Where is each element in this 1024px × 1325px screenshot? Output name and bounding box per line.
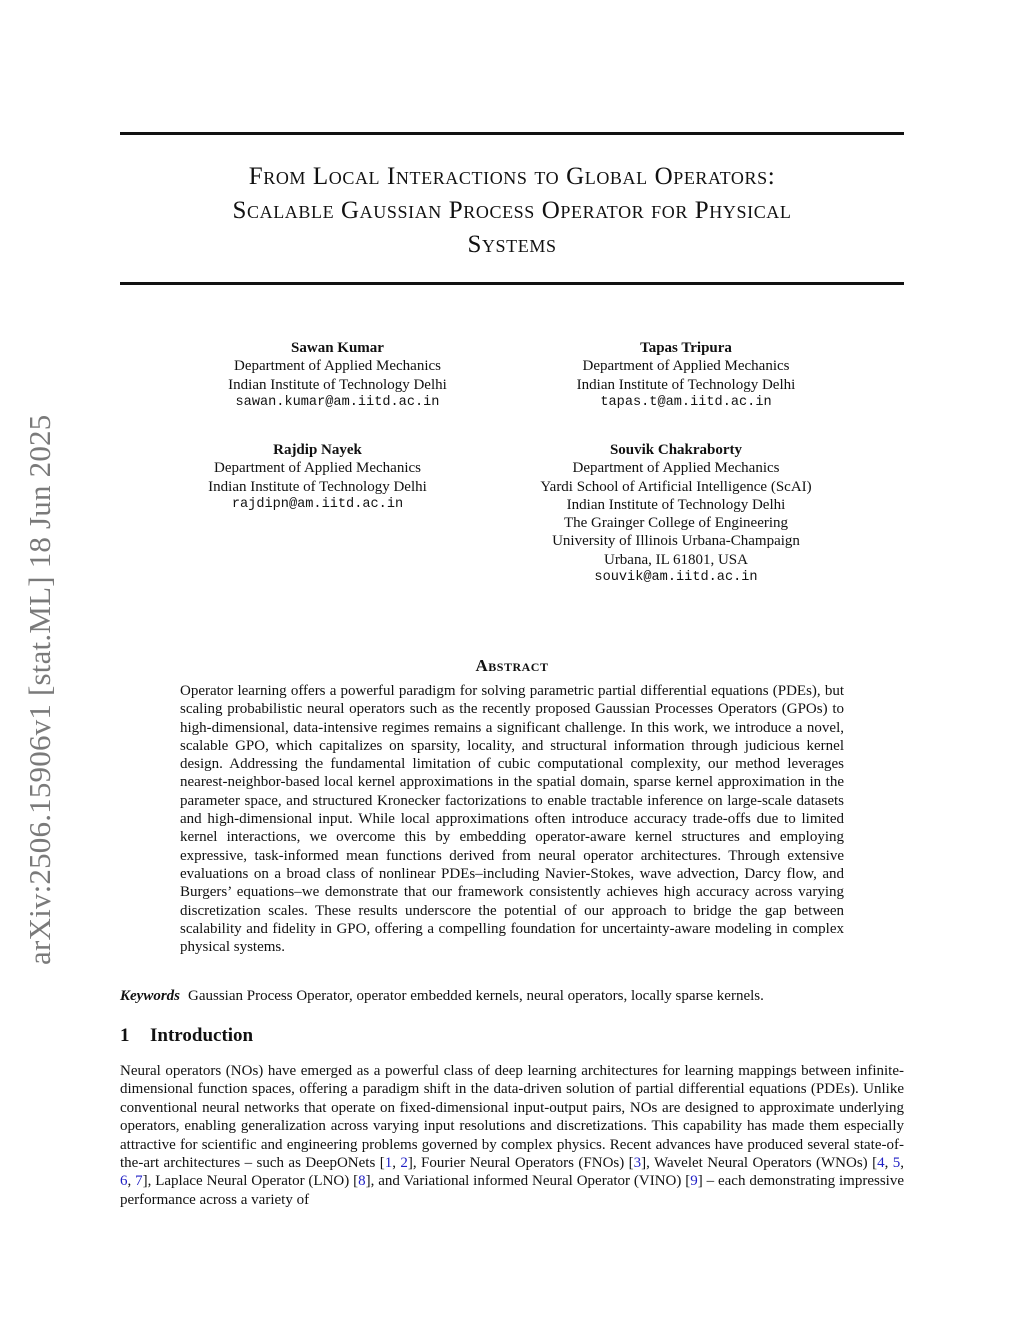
citation-link[interactable]: 8 <box>358 1173 366 1190</box>
citation-link[interactable]: 7 <box>135 1173 143 1190</box>
arxiv-identifier: arXiv:2506.15906v1 [stat.ML] 18 Jun 2025 <box>22 414 57 965</box>
author-email[interactable]: tapas.t@am.iitd.ac.in <box>600 394 772 410</box>
author-affiliation: University of Illinois Urbana-Champaign <box>552 533 800 550</box>
author-name: Rajdip Nayek <box>273 442 362 458</box>
intro-text: ] – each demonstrating impressive performance across a variety of <box>120 1173 905 1208</box>
author-name: Souvik Chakraborty <box>609 442 743 458</box>
citation-link[interactable]: 6 <box>120 1173 128 1190</box>
author-block-chakraborty <box>500 441 852 587</box>
paper-title <box>120 160 904 262</box>
title-line: Systems <box>467 231 557 258</box>
section-heading-introduction <box>120 1025 253 1047</box>
introduction-paragraph <box>120 1062 904 1209</box>
author-affiliation: Urbana, IL 61801, USA <box>603 551 748 568</box>
citation-link[interactable]: 9 <box>690 1173 698 1190</box>
intro-text: ], and Variational informed Neural Operator (VINO) [ <box>365 1173 691 1190</box>
keywords-text: Gaussian Process Operator, operator embedded kernels, neural operators, locally sparse kernels. <box>188 988 764 1004</box>
author-block-tripura <box>530 339 842 412</box>
author-name: Tapas Tripura <box>640 340 732 356</box>
author-affiliation: Indian Institute of Technology Delhi <box>566 496 786 513</box>
intro-text: ], Fourier Neural Operators (FNOs) [ <box>407 1155 634 1172</box>
title-rule-top <box>120 132 904 135</box>
abstract-heading: Abstract <box>475 656 549 675</box>
author-affiliation: Yardi School of Artificial Intelligence (ScAI) <box>540 478 812 495</box>
author-block-kumar <box>180 339 495 412</box>
section-title: Introduction <box>150 1025 254 1046</box>
author-affiliation: The Grainger College of Engineering <box>563 515 789 532</box>
citation-link[interactable]: 2 <box>400 1155 408 1172</box>
intro-text: ], Laplace Neural Operator (LNO) [ <box>142 1173 359 1190</box>
intro-text: ], Wavelet Neural Operators (WNOs) [ <box>641 1155 878 1172</box>
citation-link[interactable]: 4 <box>877 1155 885 1172</box>
section-number: 1 <box>120 1025 130 1046</box>
intro-text: , <box>127 1173 136 1190</box>
author-block-nayek <box>160 441 475 514</box>
abstract-text: Operator learning offers a powerful paradigm for solving parametric partial differential equations (PDEs), but scaling probabilistic neural operators such as the recently proposed Gaussian Processes Operators (GPOs) to high-dimensional, data-intensive regimes remains a significant challenge. In this work, we introduce a novel, scalable GPO, which capitalizes on sparsity, locality, and structural information through judicious kernel design. Addressing the fundamental limitation of cubic computational complexity, our method leverages nearest-neighbor-based local kernel approximations in the spatial domain, sparse kernel approximation in the parameter space, and structured Kronecker factorizations to enable tractable inference on large-scale datasets and high-dimensional input. While local approximations often introduce accuracy trade-offs due to limited kernel interactions, we overcome this by embedding operator-aware kernel structures and employing expressive, task-informed mean functions derived from neural operator architectures. Through extensive evaluations on a broad class of nonlinear PDEs–including Navier-Stokes, wave advection, Darcy flow, and Burgers’ equations–we demonstrate that our framework consistently achieves high accuracy across varying discretization scales. These results underscore the potential of our approach to bridge the gap between scalability and fidelity in GPO, offering a compelling foundation for uncertainty-aware modeling in complex physical systems. <box>180 683 844 956</box>
author-affiliation: Department of Applied Mechanics <box>582 358 790 375</box>
author-email[interactable]: sawan.kumar@am.iitd.ac.in <box>235 394 440 410</box>
author-name: Sawan Kumar <box>291 340 384 356</box>
author-email[interactable]: rajdipn@am.iitd.ac.in <box>231 496 404 512</box>
title-line: From Local Interactions to Global Operators: <box>248 163 776 190</box>
intro-text: , <box>392 1155 401 1172</box>
intro-text: , <box>884 1155 893 1172</box>
citation-link[interactable]: 1 <box>384 1155 393 1172</box>
keywords-line <box>120 987 904 1005</box>
title-rule-bottom <box>120 282 904 285</box>
author-affiliation: Department of Applied Mechanics <box>572 460 780 477</box>
intro-text: Neural operators (NOs) have emerged as a powerful class of deep learning architectures for learning mappings between infinite-dimensional function spaces, offering a paradigm shift in the data-driven solution of partial differential equations (PDEs). Unlike conventional neural networks that operate on fixed-dimensional input-output pairs, NOs are designed to approximate underlying operators, enabling generalization across varying input resolutions and discretizations. This capability has made them especially attractive for scientific and engineering problems governed by complex physics. Recent advances have produced several state-of-the-art architectures – such as DeepONets [ <box>120 1063 904 1172</box>
citation-link[interactable]: 3 <box>633 1155 642 1172</box>
title-line: Scalable Gaussian Process Operator for Physical <box>232 197 792 224</box>
author-affiliation: Department of Applied Mechanics <box>233 358 442 375</box>
author-email[interactable]: souvik@am.iitd.ac.in <box>594 570 758 586</box>
author-affiliation: Indian Institute of Technology Delhi <box>576 376 796 393</box>
author-affiliation: Indian Institute of Technology Delhi <box>208 478 427 495</box>
citation-link[interactable]: 5 <box>892 1155 901 1172</box>
author-affiliation: Department of Applied Mechanics <box>213 460 422 477</box>
author-affiliation: Indian Institute of Technology Delhi <box>228 376 447 393</box>
intro-text: , <box>900 1155 904 1172</box>
keywords-label: Keywords <box>120 988 180 1004</box>
